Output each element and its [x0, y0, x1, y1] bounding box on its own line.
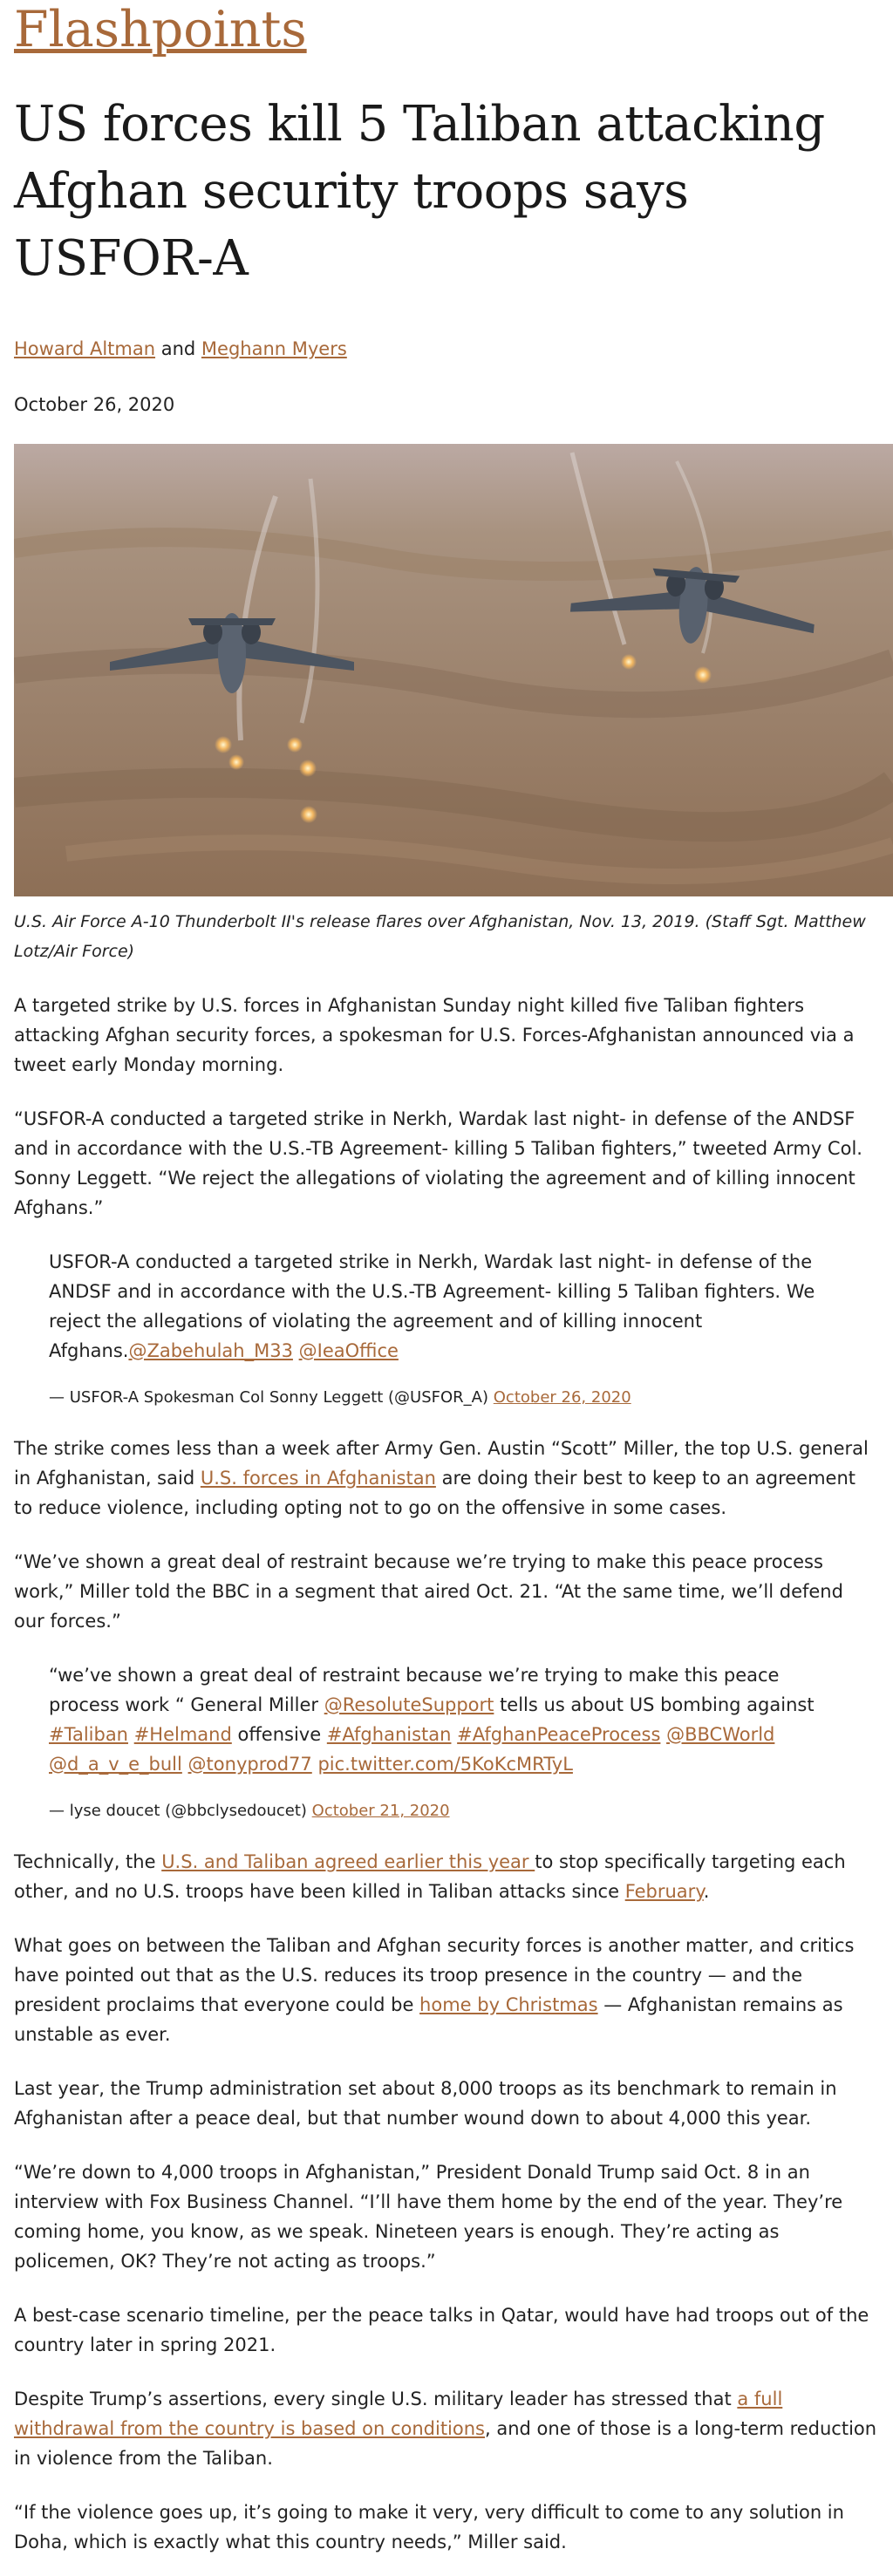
aircraft-photo: [14, 444, 893, 896]
tweet-1-body: [49, 1247, 851, 1366]
tweet-2-mention-1[interactable]: @ResoluteSupport: [324, 1694, 494, 1715]
paragraph-11: “If the violence goes up, it’s going to make it very, very difficult to come to any solution in Doha, which is exactly what this country needs,” Miller said.: [14, 2502, 844, 2552]
tweet-2-author: — lyse doucet (@bbclysedoucet): [49, 1802, 307, 1820]
p10-text-before: Despite Trump’s assertions, every single U.S. military leader has stressed that: [14, 2389, 738, 2409]
paragraph-8: “We’re down to 4,000 troops in Afghanistan,” President Donald Trump said Oct. 8 in an interview with Fox Business Channel. “I’ll have them home by the end of the year. They’re coming home, you know, as we speak. Nineteen years is enough. They’re acting as policemen, OK? They’re not acting as troops.”: [14, 2162, 843, 2272]
tweet-2-tag-afghanistan[interactable]: #Afghanistan: [326, 1724, 452, 1745]
p5-link-agreement[interactable]: U.S. and Taliban agreed earlier this year: [161, 1851, 535, 1872]
paragraph-4: “We’ve shown a great deal of restraint because we’re trying to make this peace process work,” Miller told the BBC in a segment that aired Oct. 21. “At the same time, we’ll defend our forces.”: [14, 1551, 843, 1632]
tweet-1-mention-2[interactable]: @IeaOffice: [298, 1340, 399, 1361]
paragraph-1: A targeted strike by U.S. forces in Afghanistan Sunday night killed five Taliban fighters attacking Afghan security forces, a spokesman for U.S. Forces-Afghanistan announced via a tweet early Monday morning.: [14, 995, 855, 1075]
tweet-2-pic-link[interactable]: pic.twitter.com/5KoKcMRTyL: [317, 1754, 573, 1775]
p5-text-before: Technically, the: [14, 1851, 162, 1872]
tweet-2-text-3: offensive: [231, 1724, 327, 1745]
hero-image: [14, 444, 893, 896]
byline: [14, 336, 879, 362]
image-caption: U.S. Air Force A-10 Thunderbolt II's release flares over Afghanistan, Nov. 13, 2019. (Staff Sgt. Matthew Lotz/Air Force): [14, 912, 866, 961]
p3-text-before: The strike comes less than a week after Army Gen. Austin “Scott” Miller, the top U.S. general in Afghanistan, said: [14, 1438, 869, 1489]
byline-and: and: [160, 338, 196, 359]
paragraph-3: [14, 1434, 879, 1523]
tweet-2-attribution: [49, 1800, 851, 1823]
p10-link[interactable]: a full withdrawal from the country is based on conditions: [14, 2389, 783, 2439]
paragraph-9: A best-case scenario timeline, per the peace talks in Qatar, would have had troops out of the country later in spring 2021.: [14, 2305, 869, 2355]
tweet-2-tag-taliban[interactable]: #Taliban: [49, 1724, 128, 1745]
embedded-tweet-2: [49, 1660, 851, 1823]
p6-link[interactable]: home by Christmas: [419, 1994, 598, 2015]
p5-link-february[interactable]: February: [624, 1881, 704, 1902]
paragraph-6: [14, 1931, 879, 2049]
author-link-2[interactable]: Meghann Myers: [201, 338, 347, 359]
tweet-2-mention-tonyprod[interactable]: @tonyprod77: [187, 1754, 312, 1775]
tweet-2-mention-dave-bull[interactable]: @d_a_v_e_bull: [49, 1754, 182, 1775]
section-link[interactable]: Flashpoints: [14, 1, 307, 58]
publish-date: October 26, 2020: [14, 394, 175, 415]
paragraph-5: [14, 1847, 879, 1906]
tweet-2-body: [49, 1660, 851, 1779]
p5-text-mid: to stop specifically targeting each other, and no U.S. troops have been killed in Taliban attacks since: [14, 1851, 846, 1902]
paragraph-7: Last year, the Trump administration set about 8,000 troops as its benchmark to remain in Afghanistan after a peace deal, but that number wound down to about 4,000 this year.: [14, 2078, 837, 2129]
p3-text-after: are doing their best to keep to an agreement to reduce violence, including opting not to go on the offensive in some cases.: [14, 1468, 856, 1518]
tweet-1-author: — USFOR-A Spokesman Col Sonny Leggett (@USFOR_A): [49, 1388, 489, 1407]
paragraph-2: “USFOR-A conducted a targeted strike in Nerkh, Wardak last night- in defense of the ANDSF and in accordance with the U.S.-TB Agreement- killing 5 Taliban fighters,” tweeted Army Col. Sonny Leggett. “We reject the allegations of violating the agreement and of killing innocent Afghans.”: [14, 1108, 862, 1218]
tweet-2-tag-peace-process[interactable]: #AfghanPeaceProcess: [457, 1724, 661, 1745]
tweet-2-date-link[interactable]: October 21, 2020: [311, 1802, 450, 1820]
tweet-1-text: USFOR-A conducted a targeted strike in Nerkh, Wardak last night- in defense of the ANDSF and in accordance with the U.S.-TB Agreement- killing 5 Taliban fighters. We reject the allegations of violating the agreement and of killing innocent Afghans.: [49, 1251, 815, 1361]
embedded-tweet-1: [49, 1247, 851, 1409]
p5-text-after: .: [703, 1881, 710, 1902]
tweet-1-mention-1[interactable]: @Zabehulah_M33: [128, 1340, 293, 1361]
author-link-1[interactable]: Howard Altman: [14, 338, 156, 359]
p6-text-after: — Afghanistan remains as unstable as ever.: [14, 1994, 843, 2045]
headline: US forces kill 5 Taliban attacking Afghan security troops says USFOR-A: [14, 96, 825, 287]
paragraph-10: [14, 2384, 879, 2473]
tweet-2-text-2: tells us about US bombing against: [494, 1694, 815, 1715]
tweet-2-mention-bbcworld[interactable]: @BBCWorld: [666, 1724, 775, 1745]
p6-text-before: What goes on between the Taliban and Afghan security forces is another matter, and critics have pointed out that as the U.S. reduces its troop presence in the country — and the president proclaims that everyone could be: [14, 1935, 855, 2015]
p3-link[interactable]: U.S. forces in Afghanistan: [200, 1468, 436, 1489]
tweet-1-date-link[interactable]: October 26, 2020: [493, 1388, 631, 1407]
tweet-2-text-1: “we’ve shown a great deal of restraint because we’re trying to make this peace process work “ General Miller: [49, 1665, 780, 1715]
tweet-2-tag-helmand[interactable]: #Helmand: [133, 1724, 232, 1745]
tweet-1-attribution: [49, 1387, 851, 1409]
p10-text-after: , and one of those is a long-term reduction in violence from the Taliban.: [14, 2418, 877, 2469]
